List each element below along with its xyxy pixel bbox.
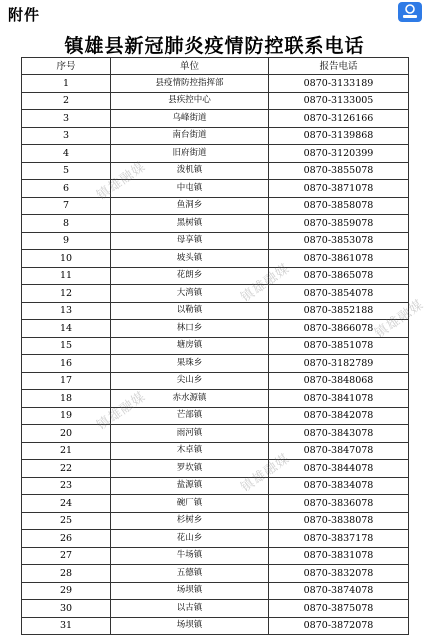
- table-row: [22, 390, 409, 408]
- row-index: 6: [22, 180, 111, 198]
- row-unit: 坡头镇: [111, 250, 269, 268]
- row-phone: 0870-3133005: [269, 92, 409, 110]
- row-phone: 0870-3126166: [269, 110, 409, 128]
- table-row: [22, 337, 409, 355]
- row-index: 9: [22, 232, 111, 250]
- row-phone: 0870-3120399: [269, 145, 409, 163]
- row-index: 16: [22, 355, 111, 373]
- table-row: [22, 477, 409, 495]
- row-index: 18: [22, 390, 111, 408]
- row-index: 14: [22, 320, 111, 338]
- annex-label: 附件: [8, 6, 41, 24]
- row-index: 15: [22, 337, 111, 355]
- column-header-index: 序号: [22, 58, 111, 75]
- table-row: [22, 197, 409, 215]
- row-phone: 0870-3875078: [269, 600, 409, 618]
- row-unit: 果珠乡: [111, 355, 269, 373]
- table-row: [22, 250, 409, 268]
- row-phone: 0870-3842078: [269, 407, 409, 425]
- app-logo-icon: [398, 2, 422, 22]
- table-row: [22, 582, 409, 600]
- table-row: [22, 127, 409, 145]
- row-unit: 林口乡: [111, 320, 269, 338]
- row-unit: 县疫情防控指挥部: [111, 75, 269, 93]
- table-row: [22, 407, 409, 425]
- row-unit: 塘房镇: [111, 337, 269, 355]
- row-unit: 牛场镇: [111, 547, 269, 565]
- row-phone: 0870-3871078: [269, 180, 409, 198]
- row-unit: 五德镇: [111, 565, 269, 583]
- row-index: 7: [22, 197, 111, 215]
- row-index: 10: [22, 250, 111, 268]
- table-row: [22, 75, 409, 93]
- row-unit: 雨河镇: [111, 425, 269, 443]
- row-unit: 花朗乡: [111, 267, 269, 285]
- row-unit: 杉树乡: [111, 512, 269, 530]
- table-row: [22, 320, 409, 338]
- row-unit: 乌峰街道: [111, 110, 269, 128]
- row-unit: 场坝镇: [111, 617, 269, 635]
- row-phone: 0870-3836078: [269, 495, 409, 513]
- row-index: 4: [22, 145, 111, 163]
- row-phone: 0870-3872078: [269, 617, 409, 635]
- row-unit: 花山乡: [111, 530, 269, 548]
- row-index: 20: [22, 425, 111, 443]
- row-phone: 0870-3866078: [269, 320, 409, 338]
- row-unit: 碗厂镇: [111, 495, 269, 513]
- row-index: 5: [22, 162, 111, 180]
- row-phone: 0870-3838078: [269, 512, 409, 530]
- row-phone: 0870-3865078: [269, 267, 409, 285]
- row-phone: 0870-3841078: [269, 390, 409, 408]
- table-header-row: [22, 58, 409, 75]
- table-row: [22, 565, 409, 583]
- table-row: [22, 600, 409, 618]
- row-index: 24: [22, 495, 111, 513]
- row-index: 29: [22, 582, 111, 600]
- row-unit: 盐源镇: [111, 477, 269, 495]
- table-row: [22, 547, 409, 565]
- watermark: 镇雄融媒: [372, 297, 427, 342]
- row-index: 26: [22, 530, 111, 548]
- row-index: 22: [22, 460, 111, 478]
- row-unit: 以勒镇: [111, 302, 269, 320]
- row-phone: 0870-3843078: [269, 425, 409, 443]
- table-row: [22, 617, 409, 635]
- row-phone: 0870-3182789: [269, 355, 409, 373]
- table-row: [22, 530, 409, 548]
- row-phone: 0870-3831078: [269, 547, 409, 565]
- row-index: 8: [22, 215, 111, 233]
- row-phone: 0870-3855078: [269, 162, 409, 180]
- row-phone: 0870-3854078: [269, 285, 409, 303]
- row-index: 11: [22, 267, 111, 285]
- row-unit: 旧府街道: [111, 145, 269, 163]
- row-phone: 0870-3837178: [269, 530, 409, 548]
- row-index: 12: [22, 285, 111, 303]
- row-unit: 中屯镇: [111, 180, 269, 198]
- row-phone: 0870-3874078: [269, 582, 409, 600]
- table-row: [22, 512, 409, 530]
- row-index: 1: [22, 75, 111, 93]
- row-index: 13: [22, 302, 111, 320]
- row-phone: 0870-3861078: [269, 250, 409, 268]
- watermark: 镇雄融媒: [94, 389, 149, 434]
- row-unit: 黑树镇: [111, 215, 269, 233]
- row-index: 3: [22, 110, 111, 128]
- row-phone: 0870-3139868: [269, 127, 409, 145]
- row-index: 21: [22, 442, 111, 460]
- row-phone: 0870-3847078: [269, 442, 409, 460]
- row-unit: 鱼洞乡: [111, 197, 269, 215]
- watermark: 镇雄融媒: [238, 451, 293, 496]
- contact-table: [21, 57, 409, 635]
- row-index: 19: [22, 407, 111, 425]
- row-unit: 罗坎镇: [111, 460, 269, 478]
- row-phone: 0870-3851078: [269, 337, 409, 355]
- column-header-phone: 报告电话: [269, 58, 409, 75]
- row-index: 27: [22, 547, 111, 565]
- table-row: [22, 285, 409, 303]
- table-row: [22, 267, 409, 285]
- table-row: [22, 110, 409, 128]
- row-unit: 南台街道: [111, 127, 269, 145]
- row-index: 23: [22, 477, 111, 495]
- row-unit: 以古镇: [111, 600, 269, 618]
- row-phone: 0870-3852188: [269, 302, 409, 320]
- row-unit: 尖山乡: [111, 372, 269, 390]
- row-phone: 0870-3853078: [269, 232, 409, 250]
- table-row: [22, 162, 409, 180]
- row-unit: 赤水源镇: [111, 390, 269, 408]
- row-index: 31: [22, 617, 111, 635]
- row-index: 30: [22, 600, 111, 618]
- row-unit: 场坝镇: [111, 582, 269, 600]
- row-phone: 0870-3133189: [269, 75, 409, 93]
- row-index: 2: [22, 92, 111, 110]
- table-row: [22, 425, 409, 443]
- document-title: 镇雄县新冠肺炎疫情防控联系电话: [64, 35, 365, 57]
- row-unit: 县疾控中心: [111, 92, 269, 110]
- row-index: 17: [22, 372, 111, 390]
- table-row: [22, 355, 409, 373]
- table-row: [22, 180, 409, 198]
- row-phone: 0870-3834078: [269, 477, 409, 495]
- table-row: [22, 92, 409, 110]
- row-index: 28: [22, 565, 111, 583]
- table-row: [22, 215, 409, 233]
- row-phone: 0870-3858078: [269, 197, 409, 215]
- row-unit: 泼机镇: [111, 162, 269, 180]
- watermark: 镇雄融媒: [238, 261, 293, 306]
- row-phone: 0870-3848068: [269, 372, 409, 390]
- row-unit: 木卓镇: [111, 442, 269, 460]
- table-row: [22, 302, 409, 320]
- table-row: [22, 232, 409, 250]
- table-row: [22, 442, 409, 460]
- watermark: 镇雄融媒: [94, 159, 149, 204]
- row-unit: 大湾镇: [111, 285, 269, 303]
- row-phone: 0870-3832078: [269, 565, 409, 583]
- table-row: [22, 495, 409, 513]
- row-phone: 0870-3844078: [269, 460, 409, 478]
- table-row: [22, 460, 409, 478]
- column-header-unit: 单位: [111, 58, 269, 75]
- row-unit: 母享镇: [111, 232, 269, 250]
- table-row: [22, 145, 409, 163]
- table-row: [22, 372, 409, 390]
- row-index: 25: [22, 512, 111, 530]
- row-unit: 芒部镇: [111, 407, 269, 425]
- row-phone: 0870-3859078: [269, 215, 409, 233]
- row-index: 3: [22, 127, 111, 145]
